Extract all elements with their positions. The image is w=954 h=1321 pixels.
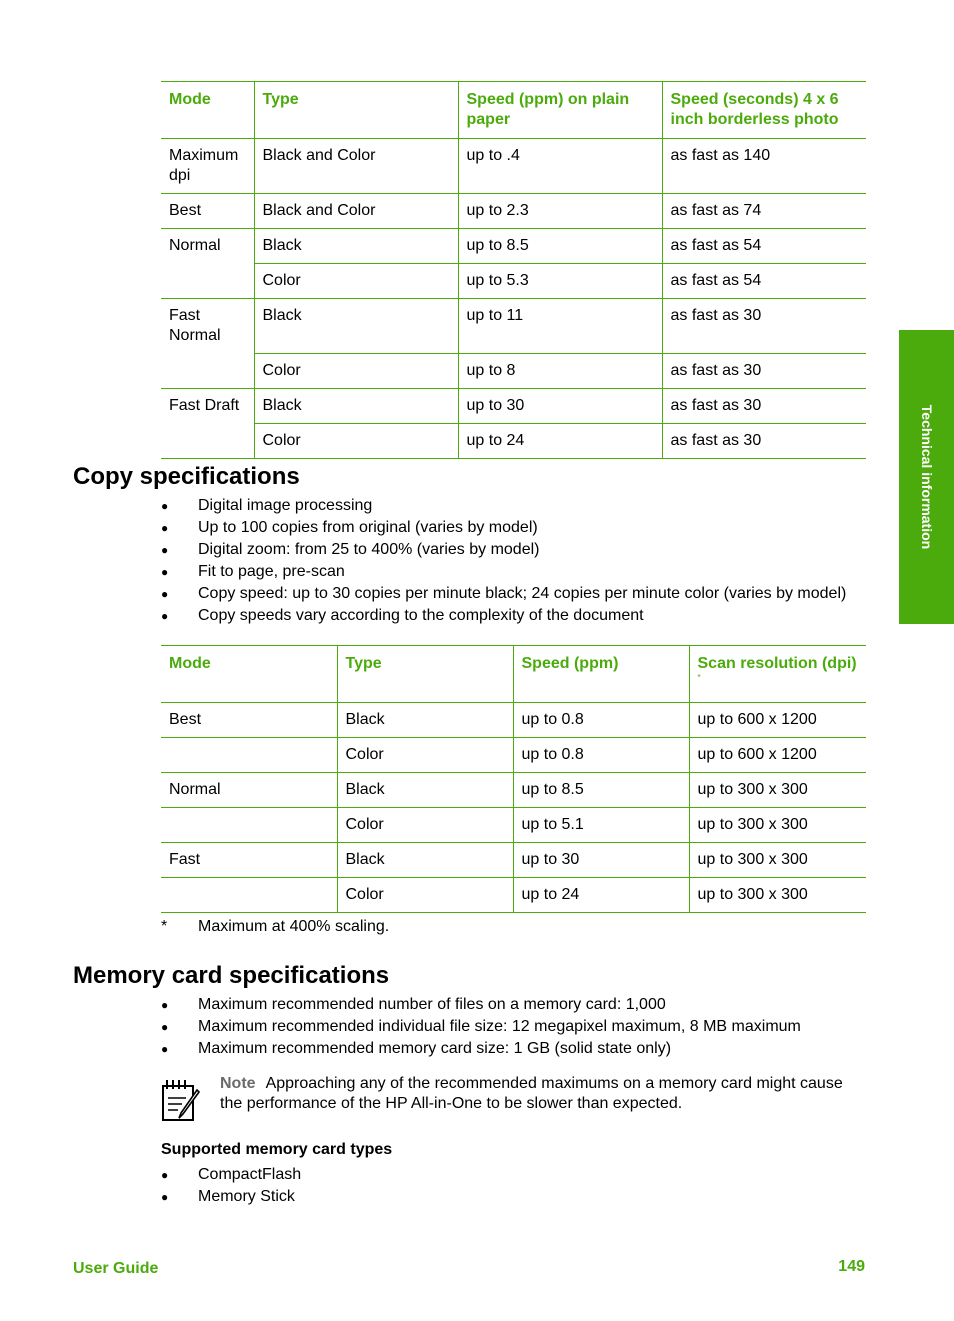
list-item: ● Digital image processing — [161, 495, 846, 517]
memory-card-specifications-list — [161, 994, 801, 1060]
list-item: ● Maximum recommended number of files on a memory card: 1,000 — [161, 994, 801, 1016]
side-tab-label: Technical information — [918, 404, 935, 550]
supported-card-types-list — [161, 1164, 301, 1208]
cell-mode: Best — [161, 194, 254, 229]
note-text: Approaching any of the recommended maximums on a memory card might cause the performance of the HP All-in-One to be slower than expected. — [220, 1075, 843, 1112]
cell-speed: up to .4 — [458, 139, 662, 194]
cell-mode: Normal — [169, 237, 221, 254]
cell-photo: as fast as 140 — [662, 139, 866, 194]
cell-speed: up to 8 — [458, 353, 662, 388]
cell-resolution: up to 300 x 300 — [689, 808, 866, 843]
page-number: 149 — [838, 1258, 865, 1275]
cell-speed: up to 0.8 — [513, 703, 689, 738]
table-header-row — [161, 82, 866, 139]
cell-photo: as fast as 54 — [662, 264, 866, 299]
note-pad-icon — [161, 1078, 203, 1122]
footnote-text: Maximum at 400% scaling. — [198, 918, 390, 935]
cell-resolution: up to 600 x 1200 — [689, 703, 866, 738]
table-row — [161, 353, 866, 388]
cell-mode — [161, 808, 337, 843]
cell-resolution: up to 300 x 300 — [689, 843, 866, 878]
table-row — [161, 808, 866, 843]
print-speed-table — [161, 81, 866, 459]
header-speed: Speed (ppm) on plain paper — [458, 82, 662, 139]
header-scan-resolution — [689, 646, 866, 703]
list-item: ● CompactFlash — [161, 1164, 301, 1186]
cell-mode: Fast — [161, 843, 337, 878]
list-item: ● Fit to page, pre-scan — [161, 561, 846, 583]
table-row — [161, 194, 866, 229]
cell-type: Color — [254, 264, 458, 299]
footnote-mark: * — [697, 673, 701, 682]
cell-photo: as fast as 30 — [662, 353, 866, 388]
cell-type: Black — [254, 299, 458, 354]
cell-speed: up to 2.3 — [458, 194, 662, 229]
supported-card-types-heading: Supported memory card types — [161, 1141, 393, 1158]
table-footnote — [161, 917, 389, 937]
cell-photo: as fast as 30 — [662, 388, 866, 423]
cell-mode — [161, 878, 337, 913]
cell-type: Black and Color — [254, 194, 458, 229]
cell-photo: as fast as 30 — [662, 423, 866, 458]
cell-resolution: up to 300 x 300 — [689, 878, 866, 913]
cell-mode: Fast Normal — [169, 307, 221, 344]
table-row — [161, 229, 866, 264]
copy-speed-table — [161, 645, 866, 913]
table-row — [161, 139, 866, 194]
cell-speed: up to 24 — [458, 423, 662, 458]
cell-mode: Maximum dpi — [161, 139, 254, 194]
copy-specifications-heading: Copy specifications — [73, 463, 300, 490]
cell-type: Black and Color — [254, 139, 458, 194]
note-label: Note — [220, 1075, 256, 1092]
cell-resolution: up to 300 x 300 — [689, 773, 866, 808]
table-row — [161, 299, 866, 354]
cell-speed: up to 5.3 — [458, 264, 662, 299]
memory-card-specifications-heading: Memory card specifications — [73, 962, 390, 989]
list-item: ● Memory Stick — [161, 1186, 301, 1208]
cell-mode — [161, 353, 254, 388]
cell-mode — [161, 423, 254, 458]
cell-speed: up to 24 — [513, 878, 689, 913]
cell-speed: up to 30 — [513, 843, 689, 878]
cell-speed: up to 30 — [458, 388, 662, 423]
cell-type: Color — [337, 808, 513, 843]
list-item: ● Digital zoom: from 25 to 400% (varies by model) — [161, 539, 846, 561]
cell-photo: as fast as 54 — [662, 229, 866, 264]
list-item: ● Copy speeds vary according to the complexity of the document — [161, 605, 846, 627]
list-item: ● Up to 100 copies from original (varies by model) — [161, 517, 846, 539]
cell-type: Color — [254, 423, 458, 458]
footer-guide-title: User Guide — [73, 1260, 159, 1277]
cell-type: Black — [254, 229, 458, 264]
cell-type: Black — [337, 773, 513, 808]
header-mode: Mode — [161, 82, 254, 139]
header-speed: Speed (ppm) — [513, 646, 689, 703]
cell-speed: up to 8.5 — [513, 773, 689, 808]
cell-type: Black — [337, 703, 513, 738]
cell-mode — [161, 264, 254, 299]
header-scan-resolution-label: Scan resolution (dpi) — [697, 655, 857, 672]
list-item: ● Maximum recommended individual file size: 12 megapixel maximum, 8 MB maximum — [161, 1016, 801, 1038]
cell-photo: as fast as 30 — [662, 299, 866, 354]
cell-type: Black — [254, 388, 458, 423]
header-type: Type — [337, 646, 513, 703]
copy-specifications-list — [161, 495, 846, 627]
footnote-mark: * — [161, 918, 168, 935]
table-row — [161, 388, 866, 423]
cell-type: Color — [337, 738, 513, 773]
cell-type: Black — [337, 843, 513, 878]
cell-speed: up to 0.8 — [513, 738, 689, 773]
header-mode: Mode — [161, 646, 337, 703]
table-header-row — [161, 646, 866, 703]
header-type: Type — [254, 82, 458, 139]
table-row — [161, 878, 866, 913]
section-side-tab — [899, 330, 954, 624]
table-row — [161, 843, 866, 878]
list-item: ● Maximum recommended memory card size: 1 GB (solid state only) — [161, 1038, 801, 1060]
cell-mode: Fast Draft — [169, 396, 240, 414]
list-item: ● Copy speed: up to 30 copies per minute black; 24 copies per minute color (varies by model) — [161, 583, 846, 605]
cell-type: Color — [254, 353, 458, 388]
table-row — [161, 264, 866, 299]
cell-speed: up to 5.1 — [513, 808, 689, 843]
table-row — [161, 773, 866, 808]
cell-mode — [161, 738, 337, 773]
table-row — [161, 703, 866, 738]
table-row — [161, 738, 866, 773]
cell-type: Color — [337, 878, 513, 913]
cell-mode: Normal — [161, 773, 337, 808]
cell-speed: up to 11 — [458, 299, 662, 354]
note-box — [161, 1074, 866, 1114]
cell-mode: Best — [161, 703, 337, 738]
header-photo-speed: Speed (seconds) 4 x 6 inch borderless photo — [662, 82, 866, 139]
cell-speed: up to 8.5 — [458, 229, 662, 264]
cell-photo: as fast as 74 — [662, 194, 866, 229]
cell-resolution: up to 600 x 1200 — [689, 738, 866, 773]
table-row — [161, 423, 866, 458]
